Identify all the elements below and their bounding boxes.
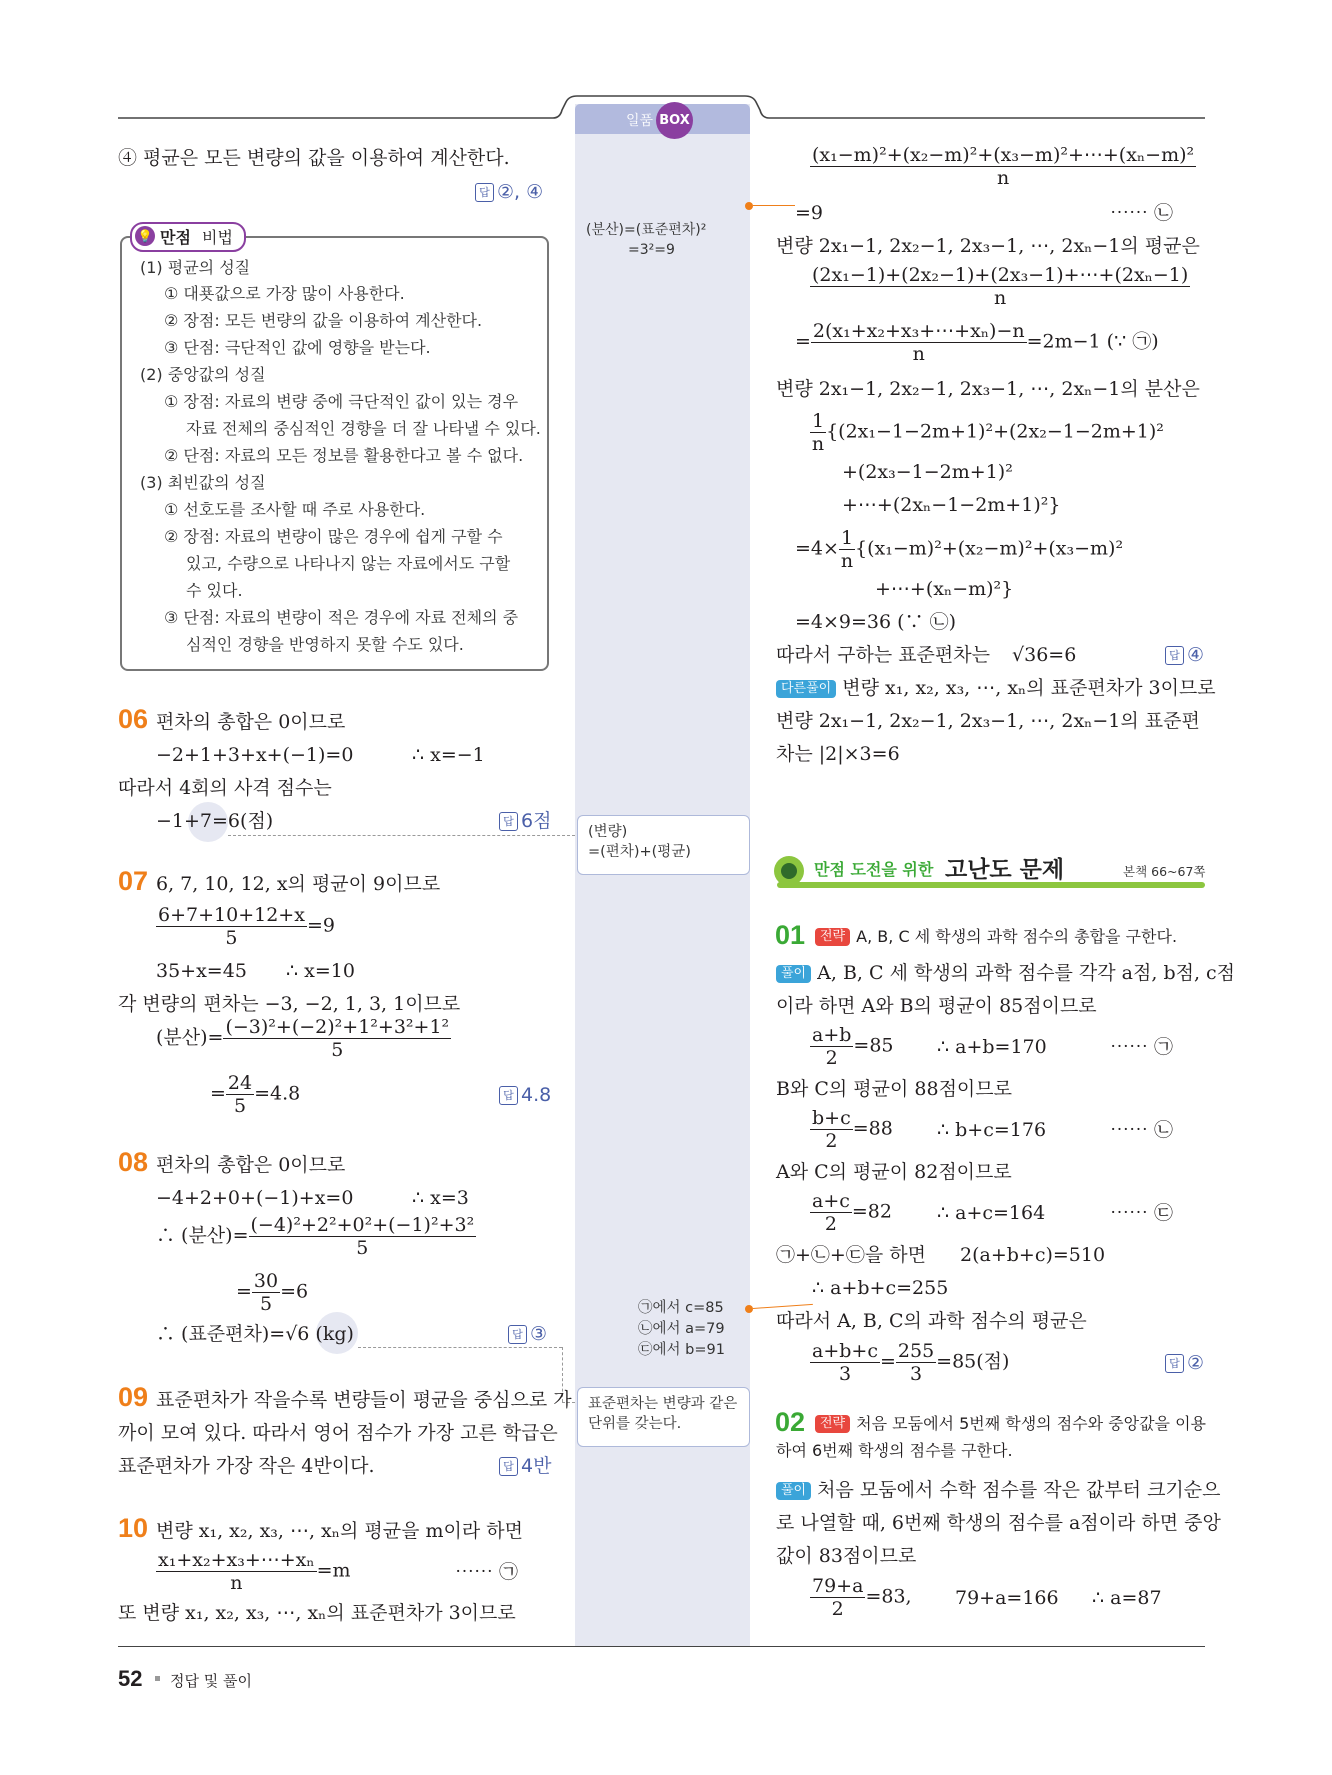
tip-line: (1) 평균의 성질 [140,258,251,277]
p08-line: −4+2+0+(−1)+x=0 [156,1187,354,1209]
tip-line: (2) 중앙값의 성질 [140,365,266,384]
frac-bottom: 5 [259,1293,273,1315]
r-line: 변량 2x₁−1, 2x₂−1, 2x₃−1, ⋯, 2xₙ−1의 평균은 [776,235,1200,257]
tip-line: ③ 단점: 극단적인 값에 영향을 받는다. [164,338,431,357]
frac-top: 79+a [812,1575,864,1597]
item4-text: ④ 평균은 모든 변량의 값을 이용하여 계산한다. [118,147,510,169]
tip-line: ③ 단점: 자료의 변량이 적은 경우에 자료 전체의 중 [164,608,519,627]
p07-line: 6, 7, 10, 12, x의 평균이 9이므로 [156,873,441,895]
p07-line: 35+x=45 [156,960,247,982]
q01-eq [810,1107,893,1152]
q01-line: A와 C의 평균이 82점이므로 [776,1161,1012,1183]
r-line: 따라서 구하는 표준편차는 [776,644,990,666]
strategy-tag: 전략 [815,1415,850,1433]
r-line: +⋯+(2xₙ−1−2m+1)²} [842,494,1061,516]
connector-dot [745,1305,753,1313]
footer-dot [155,1676,160,1681]
q01-eq [810,1190,892,1235]
r-fraction: = $\frac{\text{2(x₁+x₂+x₃+⋯+xₙ)−n}}{n}$ =2m−1 (∵ ㉠) [795,320,1159,365]
tip-line: 심적인 경향을 반영하지 못할 수도 있다. [186,635,464,654]
q02-eq [810,1575,912,1620]
p10-line: 변량 x₁, x₂, x₃, ⋯, xₙ의 평균을 m이라 하면 [156,1520,523,1542]
q02-eq: 79+a=166 [955,1587,1059,1609]
q01-mark: ⋯⋯ ㉠ [1110,1036,1174,1058]
r-variance [795,527,1123,572]
frac-lhs: ∴ (분산)= [156,1224,249,1247]
tip-line: 수 있다. [186,581,243,600]
p08-result: = $\frac{30}{5}$ =6 [236,1270,309,1315]
item4-answer [475,180,543,204]
section-pre: 만점 도전을 위한 [814,860,934,879]
frac-top: 24 [227,1072,253,1094]
note-line: 표준편차는 변량과 같은 [588,1396,738,1412]
alt-line: 변량 2x₁−1, 2x₂−1, 2x₃−1, ⋯, 2xₙ−1의 표준편 [776,710,1200,732]
problem-number: 08 [118,1147,149,1177]
q01-answer [1165,1351,1204,1375]
frac-top: 255 [897,1340,935,1362]
note-line: 단위를 갖는다. [588,1416,682,1432]
frac-rhs: =85(점) [936,1350,1010,1373]
frac-bottom: n [996,167,1010,189]
r-answer [1165,643,1204,667]
problem-number: 09 [118,1382,149,1412]
p08-line: ∴ x=3 [412,1187,469,1209]
answer-value: 4.8 [521,1084,552,1106]
note-line: =(편차)+(평균) [588,844,691,860]
answer-value: 4반 [521,1455,552,1477]
q01-line: ∴ a+b+c=255 [812,1277,949,1299]
r-line: √36=6 [1012,644,1077,666]
frac-top: a+b+c [812,1340,878,1362]
connector-line [358,1347,562,1348]
p08-answer [508,1322,547,1346]
q01-res: ∴ a+c=164 [937,1202,1046,1224]
frac-bottom: n [994,287,1007,309]
note-line: (변량) [588,824,628,840]
problem-number: 06 [118,704,149,734]
q01-strategy [815,924,1177,949]
r-fraction [810,264,1190,309]
p10-line: 또 변량 x₁, x₂, x₃, ⋯, xₙ의 표준편차가 3이므로 [118,1602,516,1624]
p06-answer [499,809,551,833]
note-line: ㉡에서 a=79 [638,1321,725,1337]
p09-line: 표준편차가 작을수록 변량들이 평균을 중심으로 가 [156,1389,572,1411]
q01-line: ㉠+㉡+㉢을 하면 [776,1244,926,1266]
answer-icon: 답 [1165,646,1184,665]
frac-top: (−4)²+2²+0²+(−1)²+3² [250,1214,475,1236]
answer-icon: 답 [499,1086,518,1105]
frac-rhs: =83, [865,1585,912,1608]
footer-title: 정답 및 풀이 [170,1672,252,1690]
frac-rhs: {(2x₁−1−2m+1)²+(2x₂−1−2m+1)² [826,420,1164,443]
note-variable [577,815,750,875]
frac-top: a+c [812,1190,850,1212]
answer-value: ② [1187,1352,1205,1374]
p06-line: 따라서 4회의 사격 점수는 [118,777,332,799]
frac-bottom: 2 [831,1598,844,1620]
q02-strategy-2: 하여 6번째 학생의 점수를 구한다. [776,1441,1013,1460]
frac-rhs: =2m−1 (∵ ㉠) [1026,330,1159,353]
frac-bottom: 3 [909,1363,923,1385]
page-number: 52 [118,1666,143,1691]
q01-res: ∴ a+b=170 [937,1036,1047,1058]
frac-bottom: n [811,433,825,455]
answer-value: ③ [530,1323,548,1345]
p06-line: 편차의 총합은 0이므로 [156,711,346,733]
problem-number: 10 [118,1513,149,1543]
p09-line: 표준편차가 가장 작은 4반이다. [118,1455,375,1477]
solution-text: A, B, C 세 학생의 과학 점수를 각각 a점, b점, c점 [817,962,1236,984]
section-bullet-icon [781,863,797,879]
box-label-1: 일품 [626,113,654,129]
frac-bottom: 2 [824,1213,837,1235]
solution-text: 처음 모둠에서 수학 점수를 작은 값부터 크기순으 [817,1479,1221,1501]
problem-number: 02 [775,1407,806,1437]
frac-top: a+b [812,1024,852,1046]
p06-line: −2+1+3+x+(−1)=0 [156,744,354,766]
r-line: =4×9=36 (∵ ㉡) [795,611,957,633]
p10-fraction [156,1549,351,1594]
frac-lhs: =4× [795,537,839,560]
tip-line: ② 장점: 자료의 변량이 많은 경우에 쉽게 구할 수 [164,527,503,546]
q01-line: 따라서 A, B, C의 과학 점수의 평균은 [776,1310,1087,1332]
frac-top: (2x₁−1)+(2x₂−1)+(2x₃−1)+⋯+(2xₙ−1) [812,264,1189,286]
problem-number: 07 [118,866,149,896]
box-label-2: BOX [656,102,693,139]
answer-icon: 답 [508,1325,527,1344]
frac-rhs: =88 [852,1117,893,1140]
p09-line: 까이 모여 있다. 따라서 영어 점수가 가장 고른 학급은 [118,1422,558,1444]
problem-number: 01 [775,920,806,950]
tip-line: ① 선호도를 조사할 때 주로 사용한다. [164,500,426,519]
r-line: +⋯+(xₙ−m)²} [875,578,1014,600]
r-fraction [810,144,1196,189]
alt-text: 변량 x₁, x₂, x₃, ⋯, xₙ의 표준편차가 3이므로 [842,677,1216,699]
p08-line: ∴ (표준편차)=√6 (kg) [156,1323,354,1345]
alt-line: 차는 |2|×3=6 [776,743,900,765]
p07-line: 각 변량의 편차는 −3, −2, 1, 3, 1이므로 [118,993,461,1015]
answer-icon: 답 [1165,1354,1184,1373]
note-line: (분산)=(표준편차)² [586,222,707,238]
frac-bottom: n [230,1572,243,1594]
section-page: 본책 66~67쪽 [1123,864,1206,879]
tip-line: 있고, 수량으로 나타나지 않는 자료에서도 구할 [186,554,511,573]
answer-value: ④ [1187,644,1205,666]
r-line: +(2x₃−1−2m+1)² [842,461,1013,483]
frac-bottom: 2 [825,1130,838,1152]
frac-rhs: =82 [851,1200,892,1223]
q02-line [776,1478,1221,1502]
lightbulb-icon: 💡 [135,226,155,246]
frac-bottom: n [840,550,854,572]
tip-line: ① 장점: 자료의 변량 중에 극단적인 값이 있는 경우 [164,392,519,411]
tip-title-2: 비법 [202,228,233,247]
frac-rhs: =9 [306,914,335,937]
connector-line [228,835,575,836]
q01-mark: ⋯⋯ ㉡ [1110,1119,1174,1141]
frac-rhs: =85 [853,1034,894,1057]
solution-tag: 풀이 [776,1482,811,1500]
frac-top: 1 [812,410,825,432]
frac-top: (−3)²+(−2)²+1²+3²+1² [225,1016,450,1038]
frac-rhs: =4.8 [254,1082,301,1105]
frac-lhs: (분산)= [156,1026,224,1049]
frac-rhs: {(x₁−m)²+(x₂−m)²+(x₃−m)² [855,537,1124,560]
tip-line: (3) 최빈값의 성질 [140,473,266,492]
p07-answer [499,1083,551,1107]
q01-eq [810,1024,894,1069]
frac-rhs: =6 [280,1280,309,1303]
tip-line: 자료 전체의 중심적인 경향을 더 잘 나타낼 수 있다. [186,419,541,438]
footer-rule [118,1646,1205,1647]
note-unit [577,1387,750,1447]
note-values [638,1298,725,1361]
answer-icon: 답 [475,183,494,202]
p08-line: 편차의 총합은 0이므로 [156,1154,346,1176]
strategy-text: 처음 모둠에서 5번째 학생의 점수와 중앙값을 이용 [856,1414,1206,1433]
frac-top: 30 [253,1270,279,1292]
connector-line [753,205,795,206]
answer-value: 6점 [521,810,552,832]
q02-line: 로 나열할 때, 6번째 학생의 점수를 a점이라 하면 중앙 [776,1512,1221,1534]
note-line: ㉠에서 c=85 [638,1300,724,1316]
frac-top: (x₁−m)²+(x₂−m)²+(x₃−m)²+⋯+(xₙ−m)² [812,144,1195,166]
frac-bottom: 5 [356,1237,369,1259]
section-title: 고난도 문제 [945,857,1065,883]
note-variance [586,220,706,260]
p09-answer [499,1454,551,1478]
p06-line: −1+7=6(점) [156,810,274,832]
tip-title-1: 만점 [160,228,191,247]
frac-bottom: 5 [225,927,238,949]
frac-bottom: n [912,343,925,365]
connector-dot [745,202,753,210]
tip-line: ② 단점: 자료의 모든 정보를 활용한다고 볼 수 없다. [164,446,524,465]
q01-mean: $\frac{a+b+c}{3}$ = $\frac{255}{3}$ =85(점) [812,1340,1010,1385]
alt-line [776,676,1216,700]
r-eq: =9 [795,202,824,224]
alt-tag: 다른풀이 [776,680,836,698]
frac-top: b+c [812,1107,851,1129]
r-line: 변량 2x₁−1, 2x₂−1, 2x₃−1, ⋯, 2xₙ−1의 분산은 [776,378,1200,400]
tip-line: ① 대푯값으로 가장 많이 사용한다. [164,284,405,303]
q02-strategy [815,1411,1206,1436]
frac-bottom: 5 [233,1095,247,1117]
frac-top: x₁+x₂+x₃+⋯+xₙ [158,1549,315,1571]
q01-mark: ⋯⋯ ㉢ [1110,1202,1174,1224]
q02-line: 값이 83점이므로 [776,1545,917,1567]
p07-result: = $\frac{24}{5}$ =4.8 [210,1072,301,1117]
r-mark: ⋯⋯ ㉡ [1110,202,1174,224]
frac-top: 6+7+10+12+x [158,904,305,926]
strategy-tag: 전략 [815,928,850,946]
frac-rhs: =m [316,1559,351,1582]
r-variance [810,410,1164,455]
q01-line: 이라 하면 A와 B의 평균이 85점이므로 [776,995,1097,1017]
p06-line: ∴ x=−1 [412,744,485,766]
p07-variance [156,1016,451,1061]
p08-variance [156,1214,476,1259]
q01-line [776,961,1235,985]
q02-eq: ∴ a=87 [1092,1587,1162,1609]
note-line: =3²=9 [628,242,675,258]
answer-icon: 답 [499,812,518,831]
frac-bottom: 5 [331,1039,344,1061]
frac-bottom: 2 [825,1047,838,1069]
q01-res: ∴ b+c=176 [937,1119,1047,1141]
answer-value: ②, ④ [497,181,544,203]
frac-top: 2(x₁+x₂+x₃+⋯+xₙ)−n [812,320,1025,342]
frac-bottom: 3 [838,1363,852,1385]
frac-top: 1 [840,527,854,549]
q01-line: B와 C의 평균이 88점이므로 [776,1078,1012,1100]
p07-line: ∴ x=10 [286,960,355,982]
answer-icon: 답 [499,1457,518,1476]
note-line: ㉢에서 b=91 [638,1342,725,1358]
p07-fraction [156,904,335,949]
solution-tag: 풀이 [776,965,811,983]
q01-line: 2(a+b+c)=510 [960,1244,1106,1266]
tip-line: ② 장점: 모든 변량의 값을 이용하여 계산한다. [164,311,483,330]
strategy-text: A, B, C 세 학생의 과학 점수의 총합을 구한다. [856,927,1178,946]
p10-mark: ⋯⋯ ㉠ [455,1561,519,1583]
